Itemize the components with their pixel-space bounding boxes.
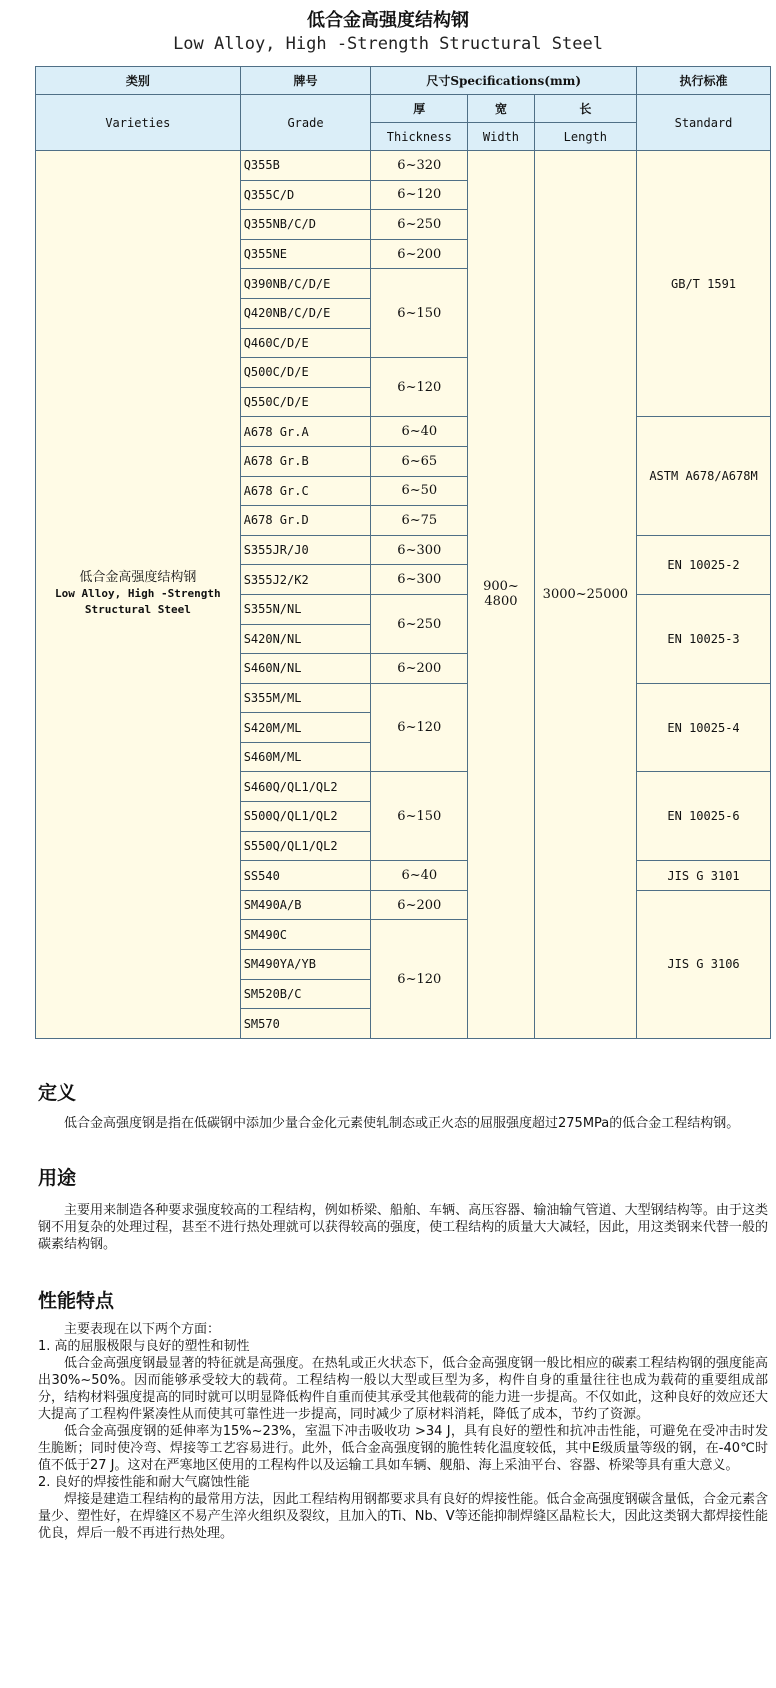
grade-cell: Q355C/D bbox=[240, 180, 371, 210]
thickness-cell: 6~120 bbox=[371, 180, 468, 210]
usage-section bbox=[38, 1163, 768, 1253]
definition-section bbox=[38, 1078, 768, 1132]
standard-cell: EN 10025-6 bbox=[637, 772, 771, 861]
grade-cell: S355J2/K2 bbox=[240, 565, 371, 595]
variety-cell bbox=[36, 151, 241, 1039]
grade-cell: S355N/NL bbox=[240, 594, 371, 624]
grade-cell: S355M/ML bbox=[240, 683, 371, 713]
grade-cell: SM490A/B bbox=[240, 890, 371, 920]
standard-cell: EN 10025-3 bbox=[637, 594, 771, 683]
grade-cell: S460M/ML bbox=[240, 742, 371, 772]
header-standard-en: Standard bbox=[637, 95, 771, 151]
page-title: 低合金高强度结构钢 bbox=[307, 10, 469, 31]
grade-cell: Q420NB/C/D/E bbox=[240, 298, 371, 328]
thickness-cell: 6~120 bbox=[371, 683, 468, 772]
page-subtitle: Low Alloy, High -Strength Structural Steel bbox=[173, 34, 603, 54]
grade-cell: A678 Gr.B bbox=[240, 446, 371, 476]
header-thickness-en: Thickness bbox=[371, 123, 468, 151]
grade-cell: SM570 bbox=[240, 1009, 371, 1039]
thickness-cell: 6~300 bbox=[371, 565, 468, 595]
grade-cell: S500Q/QL1/QL2 bbox=[240, 802, 371, 832]
grade-cell: Q355NE bbox=[240, 239, 371, 269]
features-section bbox=[38, 1286, 768, 1542]
features-heading: 性能特点 bbox=[38, 1290, 115, 1312]
standard-cell: JIS G 3101 bbox=[637, 861, 771, 891]
thickness-cell: 6~75 bbox=[371, 506, 468, 536]
thickness-cell: 6~200 bbox=[371, 654, 468, 684]
thickness-cell: 6~120 bbox=[371, 358, 468, 417]
width-line1: 900~ bbox=[483, 579, 519, 595]
header-length-en: Length bbox=[534, 123, 636, 151]
grade-cell: SS540 bbox=[240, 861, 371, 891]
header-size-cn: 尺寸Specifications(mm) bbox=[371, 67, 637, 95]
grade-cell: S460N/NL bbox=[240, 654, 371, 684]
header-varieties-en: Varieties bbox=[36, 95, 241, 151]
thickness-cell: 6~250 bbox=[371, 594, 468, 653]
definition-heading: 定义 bbox=[38, 1082, 77, 1104]
thickness-cell: 6~150 bbox=[371, 772, 468, 861]
thickness-cell: 6~200 bbox=[371, 890, 468, 920]
thickness-cell: 6~250 bbox=[371, 210, 468, 240]
grade-cell: A678 Gr.D bbox=[240, 506, 371, 536]
grade-cell: S420N/NL bbox=[240, 624, 371, 654]
header-standard-cn: 执行标准 bbox=[637, 67, 771, 95]
grade-cell: Q390NB/C/D/E bbox=[240, 269, 371, 299]
grade-cell: Q355B bbox=[240, 151, 371, 181]
standard-cell: ASTM A678/A678M bbox=[637, 417, 771, 535]
width-line2: 4800 bbox=[484, 594, 518, 610]
grade-cell: A678 Gr.A bbox=[240, 417, 371, 447]
thickness-cell: 6~150 bbox=[371, 269, 468, 358]
thickness-cell: 6~300 bbox=[371, 535, 468, 565]
header-width-cn: 宽 bbox=[468, 95, 534, 123]
variety-en-line1: Low Alloy, High -Strength bbox=[55, 587, 221, 601]
thickness-cell: 6~50 bbox=[371, 476, 468, 506]
feature-item-1-paragraph-2: 低合金高强度钢的延伸率为15%~23%，室温下冲击吸收功 >34 J，具有良好的塑性和抗冲击性能，可避免在受冲击时发生脆断；同时使冷弯、焊接等工艺容易进行。此外，低合金高强度钢的脆性转化温度较低，其中E级质量等级的钢，在-40℃时 值不低于27 J。这对在严寒地区使用的工程构件以及运输工具如车辆、舰船、海上采油平台、容器、桥梁等具有重大意义。 bbox=[38, 1424, 768, 1473]
feature-item-2-title: 2. 良好的焊接性能和耐大气腐蚀性能 bbox=[38, 1475, 250, 1490]
grade-cell: SM490YA/YB bbox=[240, 950, 371, 980]
standard-cell: EN 10025-4 bbox=[637, 683, 771, 772]
spec-table bbox=[35, 66, 771, 1039]
thickness-cell: 6~65 bbox=[371, 446, 468, 476]
feature-item-1-title: 1. 高的屈服极限与良好的塑性和韧性 bbox=[38, 1339, 250, 1354]
thickness-cell: 6~40 bbox=[371, 861, 468, 891]
standard-cell: JIS G 3106 bbox=[637, 890, 771, 1038]
grade-cell: S355JR/J0 bbox=[240, 535, 371, 565]
grade-cell: Q355NB/C/D bbox=[240, 210, 371, 240]
grade-cell: A678 Gr.C bbox=[240, 476, 371, 506]
usage-heading: 用途 bbox=[38, 1167, 77, 1189]
grade-cell: S420M/ML bbox=[240, 713, 371, 743]
header-grade-en: Grade bbox=[240, 95, 371, 151]
thickness-cell: 6~320 bbox=[371, 151, 468, 181]
header-grade-cn: 牌号 bbox=[240, 67, 371, 95]
grade-cell: S460Q/QL1/QL2 bbox=[240, 772, 371, 802]
grade-cell: SM520B/C bbox=[240, 979, 371, 1009]
features-intro: 主要表现在以下两个方面： bbox=[64, 1322, 221, 1337]
variety-cn: 低合金高强度结构钢 bbox=[79, 570, 197, 586]
width-cell bbox=[468, 151, 534, 1039]
header-length-cn: 长 bbox=[534, 95, 636, 123]
header-thickness-cn: 厚 bbox=[371, 95, 468, 123]
feature-item-2-paragraph-1: 焊接是建造工程结构的最常用方法，因此工程结构用钢都要求具有良好的焊接性能。低合金高强度钢碳含量低，合金元素含量少、塑性好，在焊缝区不易产生淬火组织及裂纹，且加入的Ti、Nb、V等还能抑制焊缝区晶粒长大，因此这类钢大都焊接性能优良，焊后一般不再进行热处理。 bbox=[38, 1492, 768, 1541]
thickness-cell: 6~120 bbox=[371, 920, 468, 1038]
grade-cell: S550Q/QL1/QL2 bbox=[240, 831, 371, 861]
header-varieties-cn: 类别 bbox=[36, 67, 241, 95]
feature-item-1-paragraph-1: 低合金高强度钢最显著的特征就是高强度。在热轧或正火状态下，低合金高强度钢一般比相应的碳素工程结构钢的强度能高出30%~50%。因而能够承受较大的载荷。工程结构一般以大型或巨型为多，构件自身的重量往往也成为载荷的重要组成部分，结构材料强度提高的同时就可以明显降低构件自重而使其承受其他载荷的能力进一步提高。不仅如此，这种良好的效应还大大提高了工程构件紧凑性从而使其可靠性进一步提高，同时减少了原材料消耗，降低了成本，节约了资源。 bbox=[38, 1356, 768, 1422]
grade-cell: Q460C/D/E bbox=[240, 328, 371, 358]
variety-en-line2: Structural Steel bbox=[84, 603, 191, 617]
usage-text: 主要用来制造各种要求强度较高的工程结构，例如桥梁、船舶、车辆、高压容器、输油输气管道、大型钢结构等。由于这类钢不用复杂的处理过程，甚至不进行热处理就可以获得较高的强度，使工程结构的质量大大减轻，因此，用这类钢来代替一般的碳素结构钢。 bbox=[38, 1203, 768, 1252]
grade-cell: Q500C/D/E bbox=[240, 358, 371, 388]
header-width-en: Width bbox=[468, 123, 534, 151]
thickness-cell: 6~200 bbox=[371, 239, 468, 269]
definition-text: 低合金高强度钢是指在低碳钢中添加少量合金化元素使轧制态或正火态的屈服强度超过275MPa的低合金工程结构钢。 bbox=[64, 1116, 740, 1131]
standard-cell: GB/T 1591 bbox=[637, 151, 771, 417]
thickness-cell: 6~40 bbox=[371, 417, 468, 447]
standard-cell: EN 10025-2 bbox=[637, 535, 771, 594]
grade-cell: Q550C/D/E bbox=[240, 387, 371, 417]
length-cell: 3000~25000 bbox=[534, 151, 636, 1039]
grade-cell: SM490C bbox=[240, 920, 371, 950]
